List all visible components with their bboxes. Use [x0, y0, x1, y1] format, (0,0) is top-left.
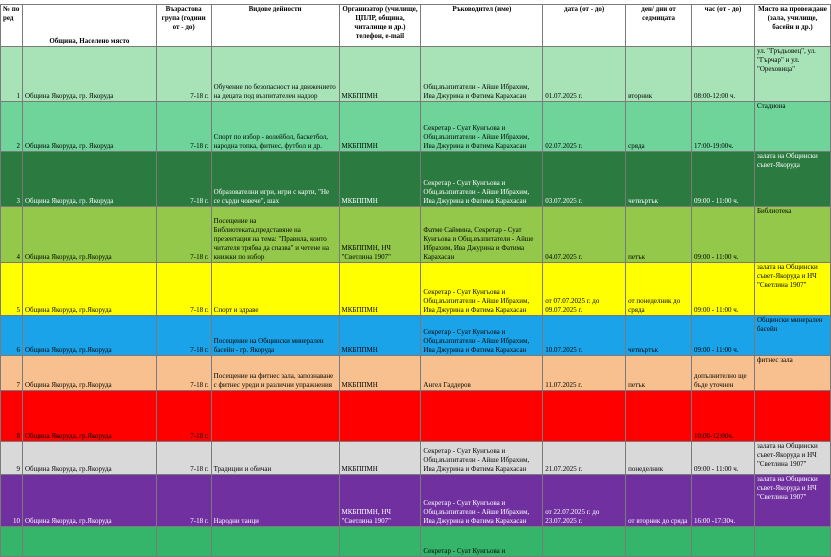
cell-activity[interactable] [211, 391, 339, 442]
table-row [1, 47, 831, 102]
cell-age[interactable]: 7-18 г. [156, 263, 211, 316]
cell-activity[interactable]: Посещение на фитнес зала, запознаване с фитнес уреди и различни упражнения [211, 356, 339, 391]
header-time[interactable]: час (от - до) [692, 5, 755, 47]
cell-day[interactable]: петък [626, 207, 692, 263]
cell-day[interactable]: вторник [626, 47, 692, 102]
cell-num[interactable]: 5 [1, 263, 23, 316]
header-age[interactable]: Възрастова група (години от - до) [156, 5, 211, 47]
cell-num[interactable]: 10 [1, 475, 23, 527]
cell-age[interactable]: 7-18 г. [156, 442, 211, 475]
cell-place[interactable]: залата на Общински съвет-Якоруда и НЧ "Светлина 1907" [755, 475, 831, 527]
cell-activity[interactable]: Спорт и здраве [211, 263, 339, 316]
cell-activity[interactable]: Образователни игри, игри с карти, "Не се сърди човече", шах [211, 152, 339, 207]
header-leader[interactable]: Ръководител (име) [421, 5, 543, 47]
cell-date[interactable]: 21.07.2025 г. [543, 442, 626, 475]
cell-num[interactable]: 2 [1, 102, 23, 152]
cell-age[interactable]: 7-18 г. [156, 316, 211, 356]
header-num[interactable]: № по ред [1, 5, 23, 47]
cell-day[interactable]: от понеделник до сряда [626, 263, 692, 316]
cell-municipality[interactable]: Община Якоруда, гр. Якоруда [22, 102, 156, 152]
cell-organizer[interactable] [339, 527, 421, 557]
cell-date[interactable]: 01.07.2025 г. [543, 47, 626, 102]
cell-day[interactable]: четвъртък [626, 152, 692, 207]
cell-place[interactable] [755, 391, 831, 442]
cell-time[interactable]: 17:00-19:00ч. [692, 102, 755, 152]
table-row [1, 152, 831, 207]
cell-municipality[interactable] [22, 527, 156, 557]
cell-day[interactable] [626, 391, 692, 442]
cell-municipality[interactable]: Община Якоруда, гр.Якоруда [22, 442, 156, 475]
cell-leader[interactable]: Секретар - Суат Кунгьова и Общ.възпитатели - Айше Ибрахим, Ива Джурина и Фатима Карахасан [421, 316, 543, 356]
cell-date[interactable]: 04.07.2025 г. [543, 207, 626, 263]
cell-place[interactable]: фитнес зала [755, 356, 831, 391]
cell-organizer[interactable]: МКБППМН [339, 356, 421, 391]
header-activity[interactable]: Видове дейности [211, 5, 339, 47]
cell-age[interactable]: 7-18 г. [156, 356, 211, 391]
cell-place[interactable]: залата на Общински съвет-Якоруда и НЧ "Светлина 1907" [755, 263, 831, 316]
table-row [1, 391, 831, 442]
cell-municipality[interactable]: Община Якоруда, гр.Якоруда [22, 207, 156, 263]
cell-organizer[interactable]: МКБППМН [339, 442, 421, 475]
cell-num[interactable]: 6 [1, 316, 23, 356]
cell-municipality[interactable]: Община Якоруда, гр. Якоруда [22, 152, 156, 207]
cell-date[interactable]: 11.07.2025 г. [543, 356, 626, 391]
cell-num[interactable]: 3 [1, 152, 23, 207]
cell-time[interactable]: 09:00 - 11:00 ч. [692, 316, 755, 356]
cell-time[interactable]: 09:00 - 11:00 ч. [692, 152, 755, 207]
cell-age[interactable]: 7-18 г. [156, 47, 211, 102]
table-body [1, 47, 831, 557]
cell-organizer[interactable]: МКБППМН, НЧ "Светлина 1907" [339, 475, 421, 527]
cell-date[interactable]: 10.07.2025 г. [543, 316, 626, 356]
cell-activity[interactable]: Обучение по безопасност на движението на децата под възпитателен надзор [211, 47, 339, 102]
cell-place[interactable]: ул. "Гръдьовец", ул. "Гърчар" и ул. "Ореховица" [755, 47, 831, 102]
cell-leader[interactable]: Фатме Саймина, Секретар - Суат Кунгьова и Общ.възпитатели - Айше Ибрахим, Ива Джурина и Фатима Карахасан [421, 207, 543, 263]
cell-age[interactable]: 7-18 г. [156, 152, 211, 207]
cell-activity[interactable]: Народни танци [211, 475, 339, 527]
cell-activity[interactable]: Традиции и обичаи [211, 442, 339, 475]
cell-time[interactable]: 09:00 - 11:00 ч. [692, 207, 755, 263]
cell-activity[interactable]: Спорт по избор - волейбол, баскетбол, народна топка, фитнес, футбол и др. [211, 102, 339, 152]
cell-num[interactable]: 1 [1, 47, 23, 102]
cell-age[interactable] [156, 527, 211, 557]
cell-leader[interactable]: Секретар - Суат Кунгьова и Общ.възпитатели - Айше Ибрахим, Ива Джурина и Фатима Карахасан [421, 102, 543, 152]
cell-organizer[interactable]: МКБППМН [339, 102, 421, 152]
cell-leader[interactable] [421, 391, 543, 442]
cell-place[interactable]: залата на Общински съвет-Якоруда [755, 152, 831, 207]
header-municipality[interactable]: Община, Населено място [22, 5, 156, 47]
cell-date[interactable] [543, 527, 626, 557]
cell-date[interactable]: от 07.07.2025 г. до 09.07.2025 г. [543, 263, 626, 316]
cell-day[interactable]: петък [626, 356, 692, 391]
cell-time[interactable]: 10:00-12:00ч. [692, 391, 755, 442]
cell-time[interactable] [692, 527, 755, 557]
table-row [1, 475, 831, 527]
cell-date[interactable]: от 22.07.2025 г. до 23.07.2025 г. [543, 475, 626, 527]
cell-organizer[interactable]: МКБППМН [339, 263, 421, 316]
cell-place[interactable] [755, 527, 831, 557]
cell-municipality[interactable]: Община Якоруда, гр.Якоруда [22, 263, 156, 316]
cell-leader[interactable]: Секретар - Суат Кунгьова и Общ.възпитатели - Айше Ибрахим, Ива Джурина и Фатима Карахасан [421, 152, 543, 207]
header-organizer[interactable]: Организатор (училище, ЦПЛР, община, читалище и др.) телефон, e-mail [339, 5, 421, 47]
cell-leader[interactable]: Общ.възпитатели - Айше Ибрахим, Ива Джурина и Фатима Карахасан [421, 47, 543, 102]
cell-organizer[interactable]: МКБППМН [339, 47, 421, 102]
table-row [1, 442, 831, 475]
cell-municipality[interactable]: Община Якоруда, гр.Якоруда [22, 356, 156, 391]
cell-day[interactable]: понеделник [626, 442, 692, 475]
cell-day[interactable]: четвъртък [626, 316, 692, 356]
cell-municipality[interactable]: Община Якоруда, гр.Якоруда [22, 475, 156, 527]
cell-municipality[interactable]: Община Якоруда, гр.Якоруда [22, 391, 156, 442]
header-place[interactable]: Място на провеждане (зала, училище, басейн и др.) [755, 5, 831, 47]
schedule-table [0, 4, 831, 557]
cell-place[interactable]: Стадиона [755, 102, 831, 152]
cell-num[interactable]: 4 [1, 207, 23, 263]
cell-leader[interactable]: Секретар - Суат Кунгьова и Общ.възпитатели - Айше Ибрахим, Ива Джурина и Фатима Карахасан [421, 442, 543, 475]
cell-organizer[interactable]: МКБППМН [339, 152, 421, 207]
cell-leader[interactable]: Ангел Гаддеров [421, 356, 543, 391]
header-day[interactable]: ден/ дни от седмицата [626, 5, 692, 47]
cell-time[interactable]: 16:00 -17:30ч. [692, 475, 755, 527]
cell-date[interactable]: 03.07.2025 г. [543, 152, 626, 207]
cell-municipality[interactable]: Община Якоруда, гр. Якоруда [22, 47, 156, 102]
cell-day[interactable]: от вторник до сряда [626, 475, 692, 527]
cell-day[interactable]: сряда [626, 102, 692, 152]
cell-time[interactable]: допълнително ще бъде уточнен [692, 356, 755, 391]
cell-time[interactable]: 09:00 - 11:00 ч. [692, 442, 755, 475]
cell-age[interactable]: 7-18 г. [156, 207, 211, 263]
cell-time[interactable]: 09:00 - 11:00 ч. [692, 263, 755, 316]
cell-municipality[interactable]: Община Якоруда, гр.Якоруда [22, 316, 156, 356]
cell-num[interactable]: 7 [1, 356, 23, 391]
cell-day[interactable] [626, 527, 692, 557]
cell-organizer[interactable]: МКБППМН [339, 316, 421, 356]
cell-date[interactable] [543, 391, 626, 442]
cell-leader[interactable]: Секретар - Суат Кунгьова и [421, 527, 543, 557]
table-row [1, 316, 831, 356]
cell-place[interactable]: Общински минерален басейн [755, 316, 831, 356]
cell-place[interactable]: залата на Общински съвет-Якоруда и НЧ "Светлина 1907" [755, 442, 831, 475]
table-row [1, 102, 831, 152]
cell-leader[interactable]: Секретар - Суат Кунгьова и Общ.възпитатели - Айше Ибрахим, Ива Джурина и Фатима Карахасан [421, 475, 543, 527]
cell-activity[interactable]: Посещение на Библиотеката,представяне на презентация на тема: "Правила, които читателя трябва да спазва" и четене на книжки по избор [211, 207, 339, 263]
cell-num[interactable]: 8 [1, 391, 23, 442]
cell-age[interactable]: 7-18 г. [156, 475, 211, 527]
cell-activity[interactable]: Посещение на Общински минерален басейн - гр. Якоруда [211, 316, 339, 356]
cell-leader[interactable]: Секретар - Суат Кунгьова и Общ.възпитатели - Айше Ибрахим, Ива Джурина и Фатима Карахасан [421, 263, 543, 316]
table-row [1, 527, 831, 557]
header-date[interactable]: дата (от - до) [543, 5, 626, 47]
cell-num[interactable] [1, 527, 23, 557]
cell-activity[interactable] [211, 527, 339, 557]
cell-organizer[interactable]: МКБППМН, НЧ "Светлина 1907" [339, 207, 421, 263]
cell-age[interactable]: 7-18 г. [156, 102, 211, 152]
header-row [1, 5, 831, 47]
cell-num[interactable]: 9 [1, 442, 23, 475]
cell-age[interactable]: 7-18 г. [156, 391, 211, 442]
cell-date[interactable]: 02.07.2025 г. [543, 102, 626, 152]
table-row [1, 356, 831, 391]
table-row [1, 207, 831, 263]
cell-organizer[interactable] [339, 391, 421, 442]
cell-place[interactable]: Библиотека [755, 207, 831, 263]
table-row [1, 263, 831, 316]
cell-time[interactable]: 08:00-12:00 ч. [692, 47, 755, 102]
